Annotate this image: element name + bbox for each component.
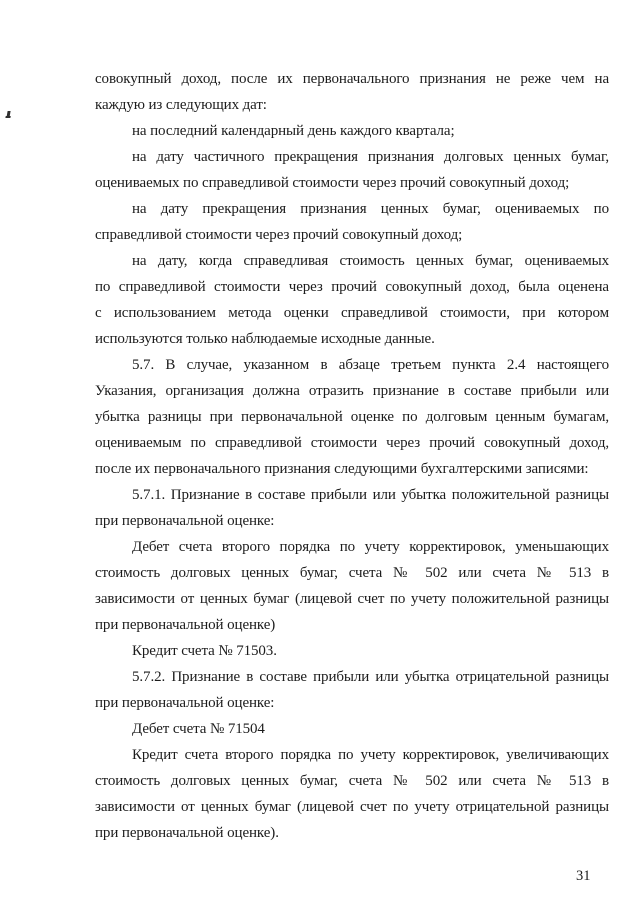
text-line: используются только наблюдаемые исходные данные.: [95, 331, 435, 347]
text-line: каждую из следующих дат:: [95, 97, 267, 113]
text-line: 5.7. В случае, указанном в абзаце третьем пункта 2.4 настоящего: [132, 357, 609, 373]
text-line: 5.7.2. Признание в составе прибыли или убытка отрицательной разницы: [132, 669, 609, 685]
text-line: на дату, когда справедливая стоимость ценных бумаг, оцениваемых: [132, 253, 609, 269]
text-line: стоимость долговых ценных бумаг, счета № 502 или счета № 513 в: [95, 565, 609, 581]
text-line: на дату прекращения признания ценных бумаг, оцениваемых по: [132, 201, 609, 217]
document-text-block: [95, 66, 609, 846]
text-line: оцениваемым по справедливой стоимости через прочий совокупный доход,: [95, 435, 609, 451]
text-line: Кредит счета № 71503.: [132, 643, 277, 659]
text-line: стоимость долговых ценных бумаг, счета № 502 или счета № 513 в: [95, 773, 609, 789]
text-line: после их первоначального признания следующими бухгалтерскими записями:: [95, 461, 589, 477]
text-line: Дебет счета второго порядка по учету корректировок, уменьшающих: [132, 539, 609, 555]
text-line: зависимости от ценных бумаг (лицевой счет по учету отрицательной разницы: [95, 799, 609, 815]
text-line: с использованием метода оценки справедливой стоимости, при котором: [95, 305, 609, 321]
text-line: при первоначальной оценке:: [95, 695, 275, 711]
text-line: Дебет счета № 71504: [132, 721, 265, 737]
text-line: 5.7.1. Признание в составе прибыли или убытка положительной разницы: [132, 487, 609, 503]
text-line: Указания, организация должна отразить признание в составе прибыли или: [95, 383, 609, 399]
text-line: по справедливой стоимости через прочий совокупный доход, была оценена: [95, 279, 609, 295]
page-number: 31: [576, 868, 591, 884]
text-line: при первоначальной оценке): [95, 617, 276, 633]
text-line: совокупный доход, после их первоначального признания не реже чем на: [95, 71, 609, 87]
text-line: на дату частичного прекращения признания долговых ценных бумаг,: [132, 149, 609, 165]
text-line: при первоначальной оценке).: [95, 825, 279, 841]
text-line: Кредит счета второго порядка по учету корректировок, увеличивающих: [132, 747, 609, 763]
text-line: справедливой стоимости через прочий совокупный доход;: [95, 227, 463, 243]
text-line: зависимости от ценных бумаг (лицевой счет по учету положительной разницы: [95, 591, 609, 607]
text-line: на последний календарный день каждого квартала;: [132, 123, 455, 139]
text-line: убытка разницы при первоначальной оценке по долговым ценным бумагам,: [95, 409, 609, 425]
scan-speck-artifact: [6, 111, 10, 118]
text-line: при первоначальной оценке:: [95, 513, 275, 529]
text-line: оцениваемых по справедливой стоимости через прочий совокупный доход;: [95, 175, 570, 191]
